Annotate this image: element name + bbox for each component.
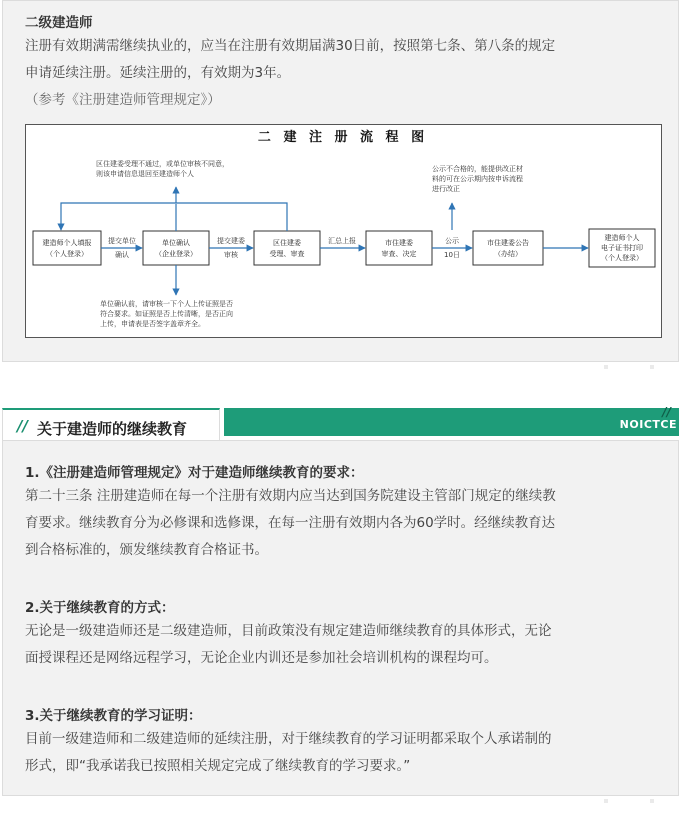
note-top-right-1: 公示不合格的，能提供改正材 bbox=[432, 165, 523, 173]
decor-dot bbox=[650, 365, 654, 369]
note-top-right-3: 进行改正 bbox=[432, 185, 460, 193]
bar-notice-label: NOICTCE bbox=[619, 418, 677, 431]
education-para-3-line-1: 目前一级建造师和二级建造师的延续注册，对于继续教育的学习证明都采取个人承诺制的 bbox=[25, 731, 552, 747]
section-header-tab bbox=[2, 408, 220, 440]
top-card bbox=[2, 0, 679, 362]
svg-text:市住建委公告: 市住建委公告 bbox=[487, 239, 529, 247]
note-bottom-2: 符合要求。如证照是否上传清晰，是否正向 bbox=[100, 310, 233, 318]
education-para-1-line-2: 育要求。继续教育分为必修课和选修课，在每一注册有效期内各为60学时。经继续教育达 bbox=[25, 515, 556, 531]
education-para-2-line-1: 无论是一级建造师还是二级建造师，目前政策没有规定建造师继续教育的具体形式，无论 bbox=[25, 623, 552, 639]
svg-text:建造师个人填报: 建造师个人填报 bbox=[42, 239, 92, 247]
arrow-label-1a: 提交单位 bbox=[108, 237, 136, 245]
svg-text:市住建委: 市住建委 bbox=[385, 239, 413, 247]
note-top-left-1: 区住建委受理不通过，或单位审核不同意， bbox=[96, 160, 229, 168]
svg-text:单位确认: 单位确认 bbox=[162, 239, 190, 247]
education-heading-2: 2.关于继续教育的方式： bbox=[25, 600, 175, 616]
flow-box-2 bbox=[143, 231, 209, 265]
bar-slash-decoration: // bbox=[662, 405, 671, 419]
decor-dot bbox=[650, 799, 654, 803]
flowchart-title: 二 建 注 册 流 程 图 bbox=[257, 130, 429, 145]
section-header bbox=[2, 405, 679, 440]
flow-box-6 bbox=[589, 229, 655, 267]
note-bottom-1: 单位确认前，请审核一下个人上传证照是否 bbox=[100, 300, 233, 308]
top-para-line-1: 注册有效期满需继续执业的，应当在注册有效期届满30日前，按照第七条、第八条的规定 bbox=[25, 38, 556, 54]
svg-text:区住建委: 区住建委 bbox=[273, 239, 301, 247]
top-para-line-2: 申请延续注册。延续注册的，有效期为3年。 bbox=[25, 65, 291, 81]
section-title: 关于建造师的继续教育 bbox=[37, 420, 188, 438]
education-heading-3: 3.关于继续教育的学习证明： bbox=[25, 708, 202, 724]
education-para-3-line-2: 形式，即“我承诺我已按照相关规定完成了继续教育的学习要求。” bbox=[25, 758, 411, 774]
svg-text:受理、审查: 受理、审查 bbox=[269, 250, 305, 258]
education-para-1-line-1: 第二十三条 注册建造师在每一个注册有效期内应当达到国务院建设主管部门规定的继续教 bbox=[25, 488, 556, 504]
svg-text:建造师个人: 建造师个人 bbox=[604, 234, 640, 242]
decor-dot bbox=[604, 799, 608, 803]
svg-text:审查、决定: 审查、决定 bbox=[381, 250, 417, 258]
arrow-label-1b: 确认 bbox=[115, 251, 129, 259]
flow-box-1 bbox=[33, 231, 101, 265]
flow-box-5 bbox=[473, 231, 543, 265]
top-reference-line: （参考《注册建造师管理规定》） bbox=[25, 92, 221, 108]
return-arrow bbox=[61, 203, 287, 231]
decor-dot bbox=[604, 365, 608, 369]
svg-text:（办结）: （办结） bbox=[494, 250, 522, 258]
arrow-label-2b: 审核 bbox=[224, 251, 238, 259]
education-card bbox=[2, 440, 679, 796]
note-top-right-2: 料的可在公示期内按申诉流程 bbox=[432, 175, 523, 183]
flow-box-4 bbox=[366, 231, 432, 265]
arrow-label-2a: 提交建委 bbox=[217, 237, 245, 245]
section-header-bar bbox=[224, 405, 679, 436]
top-heading: 二级建造师 bbox=[25, 15, 93, 31]
flowchart-figure bbox=[25, 124, 662, 338]
arrow-label-3: 汇总上报 bbox=[328, 237, 356, 245]
flowchart-svg bbox=[26, 125, 661, 337]
note-top-left-2: 则该申请信息退回至建造师个人 bbox=[96, 170, 194, 178]
svg-text:（个人登录）: （个人登录） bbox=[46, 250, 88, 258]
note-bottom-3: 上传，申请表是否签字盖章齐全。 bbox=[100, 320, 205, 328]
education-para-2-line-2: 面授课程还是网络远程学习，无论企业内训还是参加社会培训机构的课程均可。 bbox=[25, 650, 498, 666]
svg-text:电子证书打印: 电子证书打印 bbox=[601, 244, 643, 252]
arrow-label-4b: 10日 bbox=[444, 251, 460, 259]
svg-text:（个人登录）: （个人登录） bbox=[601, 254, 643, 262]
arrow-label-4a: 公示 bbox=[445, 237, 459, 245]
education-para-1-line-3: 到合格标准的，颁发继续教育合格证书。 bbox=[25, 542, 268, 558]
header-slash-decoration: // bbox=[17, 417, 28, 435]
flow-box-3 bbox=[254, 231, 320, 265]
education-heading-1: 1.《注册建造师管理规定》对于建造师继续教育的要求： bbox=[25, 465, 364, 481]
svg-text:（企业登录）: （企业登录） bbox=[155, 250, 197, 258]
